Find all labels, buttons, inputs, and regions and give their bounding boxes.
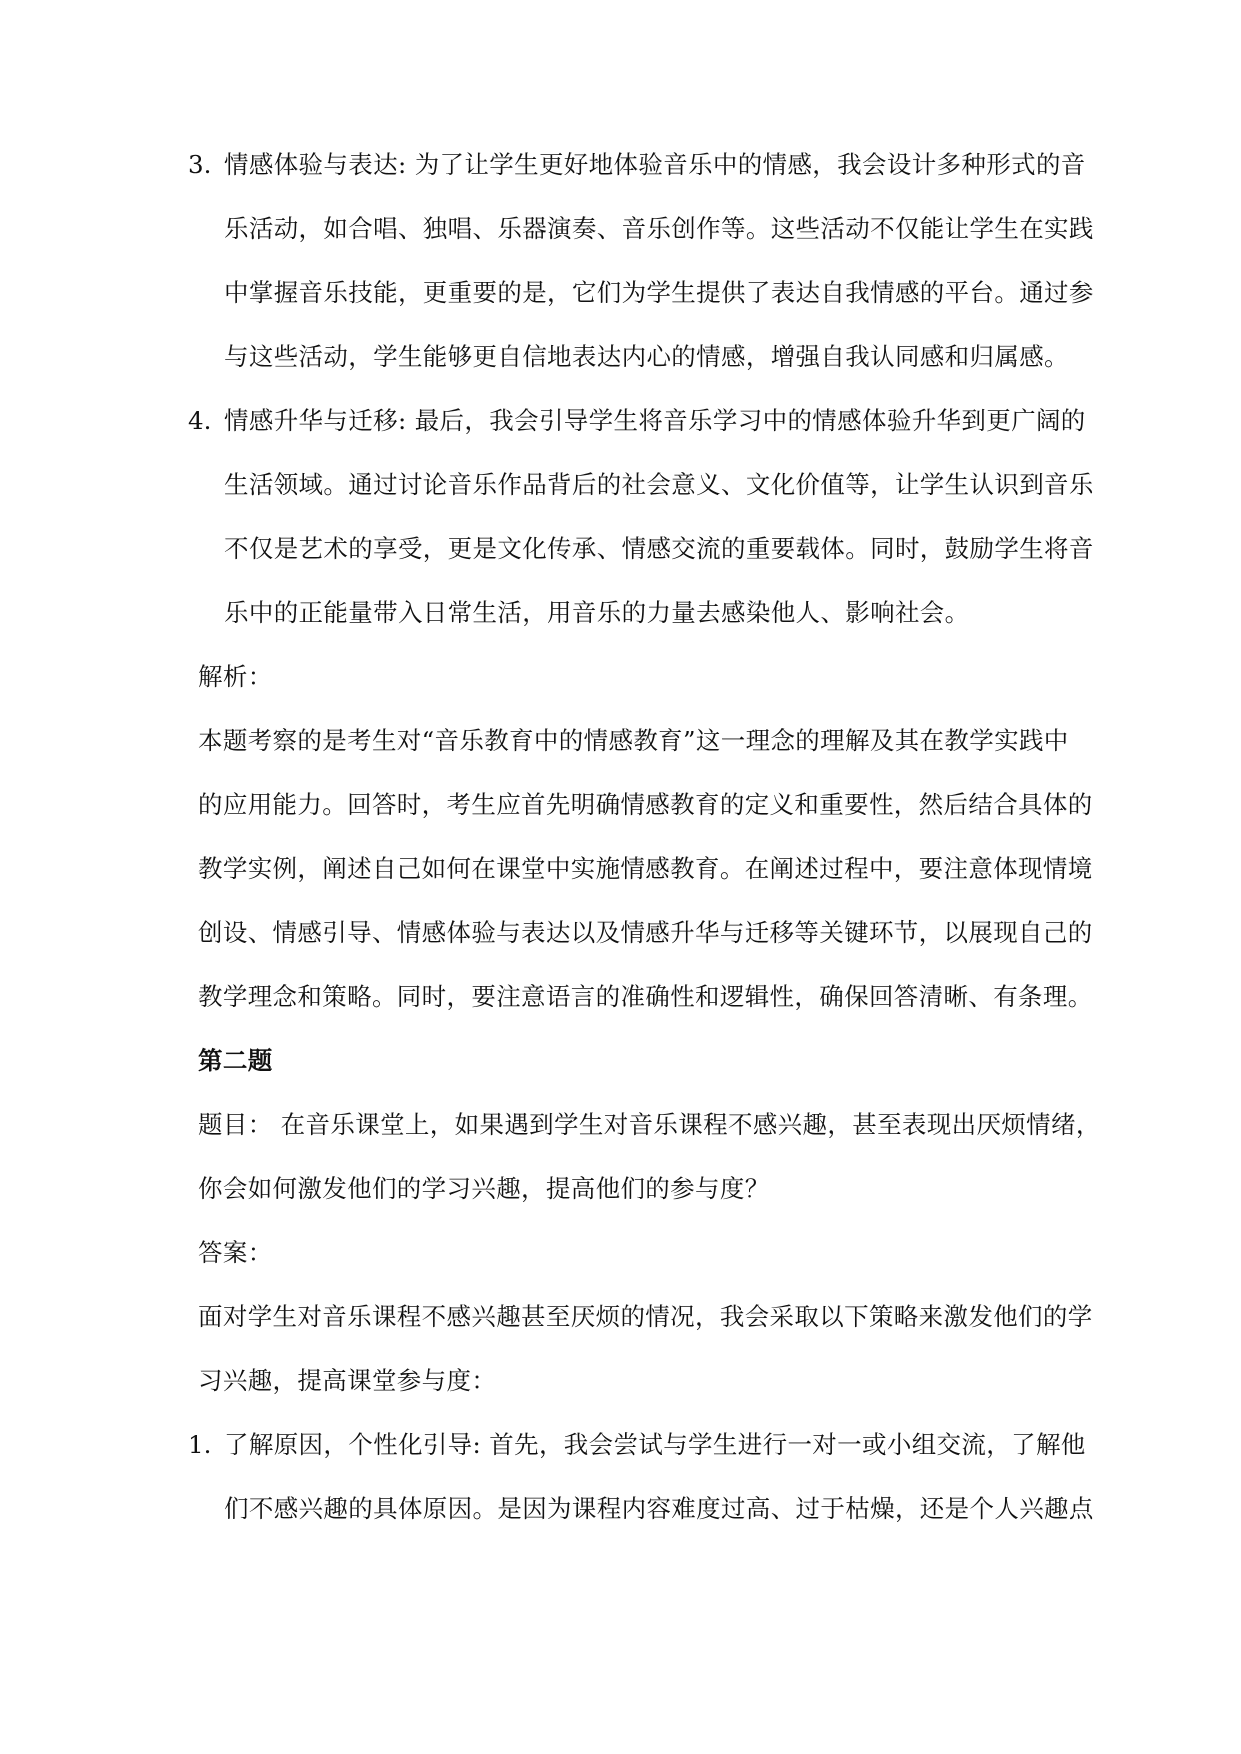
answer-item-1-line-2: 们不感兴趣的具体原因。是因为课程内容难度过高、过于枯燥，还是个人兴趣点: [224, 1494, 1094, 1523]
question-2-line-1: 题目： 在音乐课堂上，如果遇到学生对音乐课程不感兴趣，甚至表现出厌烦情绪，: [198, 1110, 1101, 1139]
item-4-number: 4.: [188, 406, 212, 435]
item-4-line-4: 乐中的正能量带入日常生活，用音乐的力量去感染他人、影响社会。: [224, 598, 970, 627]
item-4-line-1: 情感升华与迁移: 最后，我会引导学生将音乐学习中的情感体验升华到更广阔的: [224, 406, 1086, 435]
answer-line-2: 习兴趣，提高课堂参与度：: [198, 1366, 497, 1395]
analysis-label: 解析：: [198, 662, 273, 691]
item-4-line-2: 生活领域。通过讨论音乐作品背后的社会意义、文化价值等，让学生认识到音乐: [224, 470, 1094, 499]
answer-line-1: 面对学生对音乐课程不感兴趣甚至厌烦的情况，我会采取以下策略来激发他们的学: [198, 1302, 1093, 1331]
item-3-line-1: 情感体验与表达: 为了让学生更好地体验音乐中的情感，我会设计多种形式的音: [224, 150, 1086, 179]
item-3-line-3: 中掌握音乐技能，更重要的是，它们为学生提供了表达自我情感的平台。通过参: [224, 278, 1094, 307]
analysis-line-5: 教学理念和策略。同时，要注意语言的准确性和逻辑性，确保回答清晰、有条理。: [198, 982, 1093, 1011]
question-2-line-2: 你会如何激发他们的学习兴趣，提高他们的参与度？: [198, 1174, 770, 1203]
question-2-heading: 第二题: [198, 1046, 273, 1075]
answer-item-1-line-1: 了解原因，个性化引导: 首先，我会尝试与学生进行一对一或小组交流，了解他: [224, 1430, 1086, 1459]
item-3-number: 3.: [188, 150, 212, 179]
item-3-line-4: 与这些活动，学生能够更自信地表达内心的情感，增强自我认同感和归属感。: [224, 342, 1069, 371]
analysis-line-3: 教学实例，阐述自己如何在课堂中实施情感教育。在阐述过程中，要注意体现情境: [198, 854, 1093, 883]
analysis-line-2: 的应用能力。回答时，考生应首先明确情感教育的定义和重要性，然后结合具体的: [198, 790, 1093, 819]
item-4-line-3: 不仅是艺术的享受，更是文化传承、情感交流的重要载体。同时，鼓励学生将音: [224, 534, 1094, 563]
analysis-line-1: 本题考察的是考生对“音乐教育中的情感教育”这一理念的理解及其在教学实践中: [198, 726, 1069, 755]
item-3-line-2: 乐活动，如合唱、独唱、乐器演奏、音乐创作等。这些活动不仅能让学生在实践: [224, 214, 1094, 243]
answer-label: 答案：: [198, 1238, 273, 1267]
analysis-line-4: 创设、情感引导、情感体验与表达以及情感升华与迁移等关键环节，以展现自己的: [198, 918, 1093, 947]
answer-item-1-number: 1.: [188, 1430, 212, 1459]
